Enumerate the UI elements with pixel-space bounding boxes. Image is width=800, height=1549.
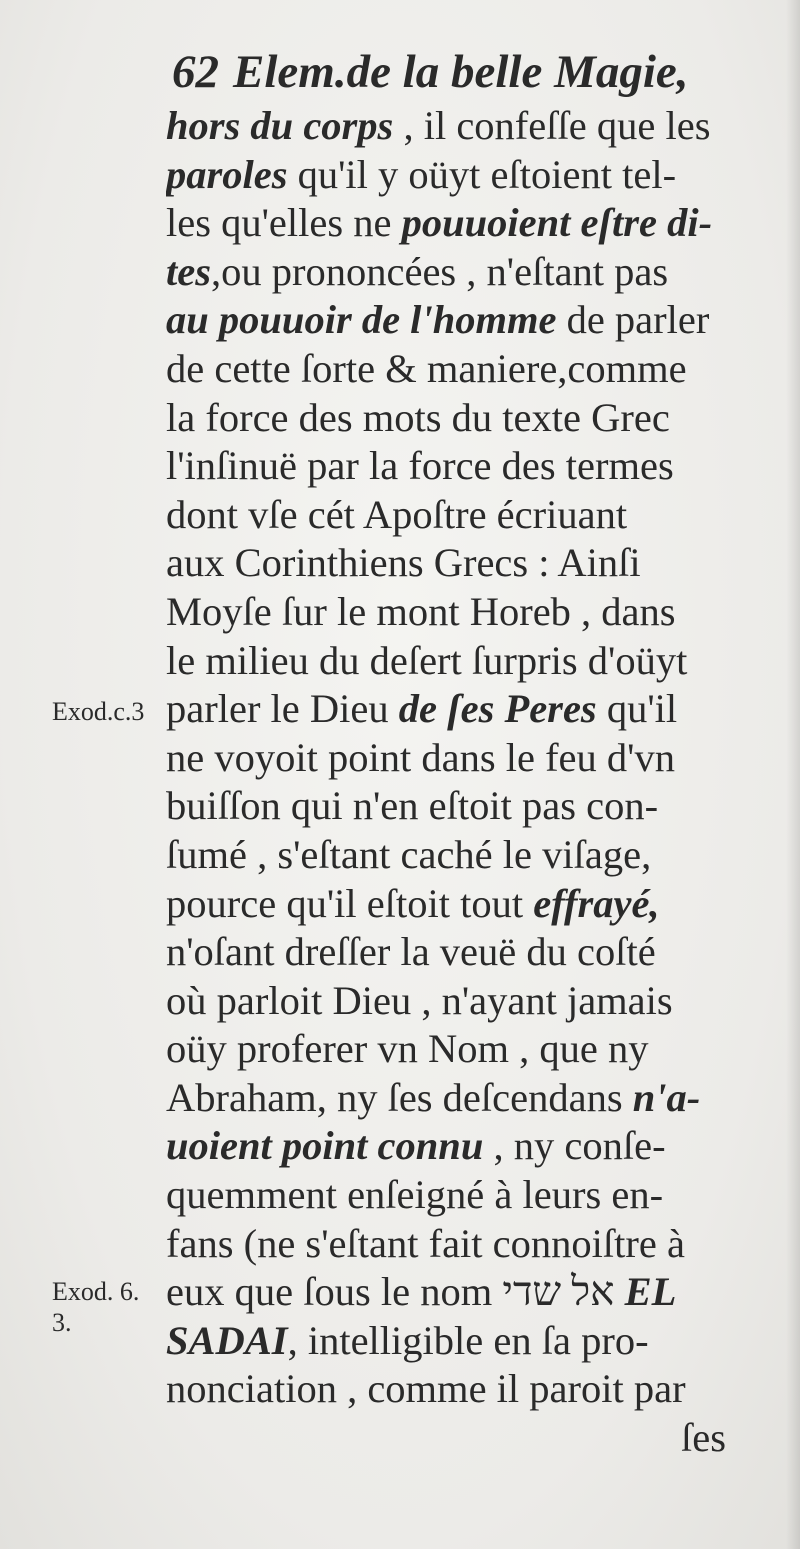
margin-note: 3. [52,1308,72,1337]
text-segment: oüy proferer vn Nom , que ny [166,1026,649,1072]
text-segment: Abraham, ny ſes deſcendans [166,1074,633,1120]
text-segment: aux Corinthiens Grecs : Ainſi [166,540,641,586]
italic-segment: pouuoient eſtre di- [401,200,713,246]
text-segment: Moyſe ſur le mont Horeb , dans [166,588,676,634]
text-line [166,1122,766,1171]
text-line [166,588,766,637]
text-segment: , ny conſe- [483,1123,666,1169]
text-line [166,248,766,297]
text-segment: la force des mots du texte Grec [166,394,670,440]
italic-segment: n'a- [632,1074,701,1120]
text-line [166,491,766,540]
italic-segment: EL [624,1269,677,1315]
text-line [166,1074,766,1123]
text-line [166,1171,766,1220]
text-line [166,685,766,734]
text-segment: les qu'elles ne [166,200,402,246]
italic-segment: tes [166,248,211,294]
text-segment: , intelligible en ſa pro- [287,1317,649,1363]
margin-note: Exod.c.3 [52,697,145,726]
italic-segment: au pouuoir de l'homme [166,297,557,343]
text-segment: buiſſon qui n'en eſtoit pas con- [166,783,659,829]
text-line [166,1365,766,1414]
text-line [166,151,766,200]
text-line [166,637,766,686]
text-segment: ne voyoit point dans le feu d'vn [166,734,675,780]
text-segment: qu'il [596,686,678,732]
text-segment: l'inſinuë par la force des termes [166,443,674,489]
text-segment: dont vſe cét Apoſtre écriuant [166,491,628,537]
text-segment: fans (ne s'eſtant fait connoiſtre à [166,1220,685,1266]
text-line [166,394,766,443]
text-segment: quemment enſeigné à leurs en- [166,1172,664,1218]
text-line [166,1268,766,1317]
italic-segment: de ſes Peres [398,686,597,732]
page-spine-shadow [786,0,800,1549]
margin-note: Exod. 6. [52,1277,140,1306]
running-head [172,40,732,104]
text-line [166,1414,766,1463]
text-segment: pource qu'il eſtoit tout [166,880,534,926]
italic-segment: uoient point connu [166,1123,484,1169]
text-segment: le milieu du deſert ſurpris d'oüyt [166,637,688,683]
text-line [166,928,766,977]
text-line [166,442,766,491]
italic-segment: paroles [166,151,288,197]
italic-segment: effrayé, [533,880,660,926]
page-number: 62 [172,46,219,98]
body-text [166,102,766,1463]
text-segment: n'oſant dreſſer la veuë du coſté [166,929,656,975]
text-segment: , il confeſſe que les [393,103,711,148]
text-segment: ſumé , s'eſtant caché le viſage, [166,831,652,877]
text-segment: eux que ſous le nom אל שדי [166,1269,625,1315]
text-line [166,977,766,1026]
italic-segment: hors du corps [166,103,394,148]
text-segment: nonciation , comme il paroit par [166,1366,686,1412]
italic-segment: SADAI [166,1317,288,1363]
text-line [166,782,766,831]
text-segment: qu'il y oüyt eſtoient tel- [287,151,677,197]
text-line [166,734,766,783]
text-segment: parler le Dieu [166,686,399,732]
text-segment: de cette ſorte & maniere,comme [166,345,687,391]
text-segment: ,ou prononcées , n'eſtant pas [211,248,669,294]
text-segment: où parloit Dieu , n'ayant jamais [166,977,673,1023]
text-line [166,296,766,345]
text-segment: de parler [556,297,710,343]
text-line [166,199,766,248]
text-line [166,539,766,588]
running-title: Elem.de la belle Magie, [233,46,689,98]
text-line [166,880,766,929]
text-line [166,345,766,394]
text-line [166,1317,766,1366]
text-line [166,1025,766,1074]
text-segment: ſes [681,1415,726,1461]
text-line [166,102,766,151]
text-line [166,1220,766,1269]
text-line [166,831,766,880]
